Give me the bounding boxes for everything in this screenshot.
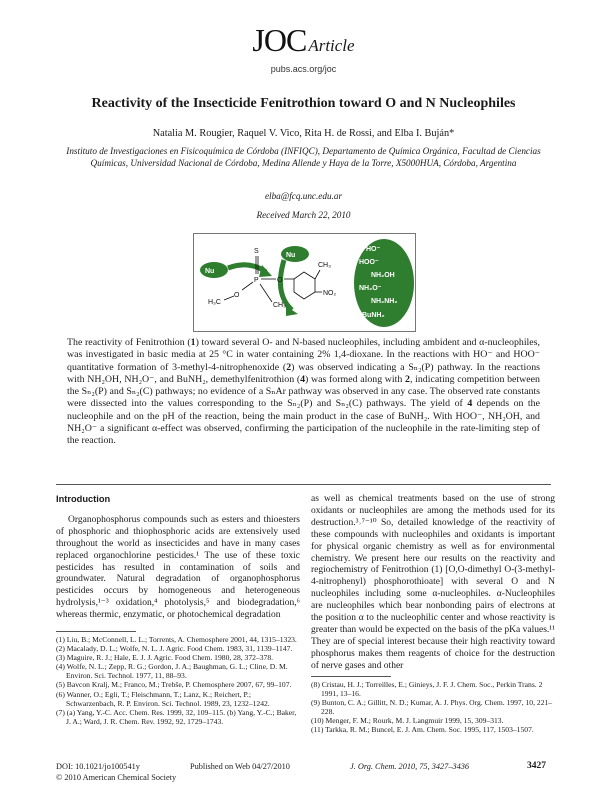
footer-doi-block <box>56 762 176 783</box>
body-right-column <box>311 494 555 673</box>
methoxy-h3c: H₃C <box>208 299 221 306</box>
reference-item: (9) Bunton, C. A.; Gillitt, N. D.; Kumar, A. J. Phys. Org. Chem. 1997, 10, 221–228. <box>311 698 553 717</box>
nitro-group: NO₂ <box>323 290 337 297</box>
compound-ref: 4 <box>300 373 306 385</box>
abstract: The reactivity of Fenitrothion (1) toward several O- and N-based nucleophiles, including ambident and α-nucleophiles, was investigated in basic media at 25 °C in water containing 2% 1,4-dioxane. In the reactions with HO⁻ and HOO⁻ quantitative formation of 3-methyl-4-nitrophenoxide (2) was observed indicating a Sₙ₂(P) pathway. In the reactions with NH₂OH, NH₂O⁻, and BuNH₂, demethylfenitrothion (4) was formed along with 2, indicating competition between the Sₙ₂(P) and Sₙ₂(C) pathways; no evidence of a SₙAr pathway was observed in any case. The observed rate constants were dissected into the values corresponding to the Sₙ₂(P) and Sₙ₂(C) pathways. The yield of 4 depends on the nucleophile and on the pH of the reaction, being the main product in the case of BuNH₂. With HOO⁻, NH₂OH, and NH₂O⁻ a significant α-effect was observed, confirming the participation of the nucleophile in the rate-limiting step of the reaction. <box>67 337 540 446</box>
author-list: Natalia M. Rougier, Raquel V. Vico, Rita H. de Rossi, and Elba I. Buján* <box>152 128 455 139</box>
journal-url[interactable]: pubs.acs.org/joc <box>270 64 337 74</box>
received-date: Received March 22, 2010 <box>256 210 351 220</box>
nucleophile-ho: HO⁻ <box>366 246 381 253</box>
nu-bubble-left <box>200 262 228 278</box>
compound-ref: 2 <box>286 361 292 373</box>
footnote-references-left <box>56 631 300 726</box>
footnote-references-right <box>311 676 555 735</box>
published-date: Published on Web 04/27/2010 <box>190 762 290 771</box>
atom-o-aryl: O <box>277 277 283 284</box>
ring-ch3: CH₃ <box>318 262 331 269</box>
body-paragraph: as well as chemical treatments based on the use of strong oxidants or nucleophiles are among the methods used for its destruction.³˒⁷⁻¹⁰ So, detailed knowledge of the reactivity of these compounds with nucleophiles and oxidants is important for physical organic chemistry as well as for environmental chemistry. We present here our results on the reactivity and regiochemistry of Fenitrothion (1) [O,O-dimethyl O-(3-methyl-4-nitrophenyl) phosphorothioate] with several O and N nucleophiles including some α-nucleophiles. α-Nucleophiles are nucleophiles which bear nonbonding pairs of electrons at the position α to the nucleophilic center and whose reactivity is greater than would be expected on the basis of the pKa values.¹¹ They are of special interest because their high reactivity toward phosphorus makes them reagents of choice for the destruction of nerve gases and other <box>311 494 555 671</box>
atom-p: P <box>254 277 259 284</box>
reference-item: (11) Tarkka, R. M.; Buncel, E. J. Am. Chem. Soc. 1995, 117, 1503–1507. <box>311 725 534 735</box>
body-paragraph: Organophosphorus compounds such as esters and thioesters of phosphoric and thiophosphoric acids are extensively used throughout the world as insecticides and have in many cases replaced organochlorine pesticides.¹ The use of these toxic pesticides has resulted in contamination of soils and groundwater. Natural degradation of organophosphorus pesticides occurs by homogeneous and heterogeneous hydrolysis,¹⁻³ oxidation,⁴ photolysis,⁵ and biodegradation,⁶ whereas thermic, enzymatic, or photochemical degradation <box>56 514 300 621</box>
toc-graphic-svg <box>194 234 415 331</box>
atom-o-methoxy: O <box>234 292 240 299</box>
reference-item: (7) (a) Yang, Y.-C. Acc. Chem. Res. 1999, 32, 109–115. (b) Yang, Y.-C.; Baker, J. A.; Ward, J. R. Chem. Rev. 1992, 92, 1729–1743. <box>56 707 297 726</box>
section-heading-introduction: Introduction <box>56 494 111 504</box>
affiliation: Instituto de Investigaciones en Fisicoquímica de Córdoba (INFIQC), Departamento de Química Orgánica, Facultad de Ciencias Químicas, Universidad Nacional de Córdoba, Medina Allende y Haya de la Torre, X5000HUA, Córdoba, Argentina <box>66 146 541 168</box>
contact-email[interactable]: elba@fcq.unc.edu.ar <box>264 191 343 201</box>
nucleophile-nh2oh: NH₂OH <box>371 272 395 279</box>
atom-s: S <box>254 248 259 255</box>
footnote-divider <box>56 631 136 632</box>
nu-bubble-mid <box>281 246 309 262</box>
journal-logo-text: JOC <box>252 22 307 58</box>
compound-ref: 4 <box>467 398 473 410</box>
nucleophile-list <box>354 239 414 327</box>
reference-item: (4) Wolfe, N. L.; Zepp, R. G.; Gordon, J. A.; Baughman, G. L.; Cline, D. M. Environ. Sci. Technol. 1977, 11, 88–93. <box>56 662 288 681</box>
reference-item: (5) Bavcon Kralj, M.; Franco, M.; Trebše, P. Chemosphere 2007, 67, 99–107. <box>56 680 292 690</box>
fenitrothion-structure <box>208 248 337 309</box>
copyright: © 2010 American Chemical Society <box>56 772 177 782</box>
compound-ref: 1 <box>190 337 196 348</box>
reference-item: (10) Menger, F. M.; Rourk, M. J. Langmuir 1999, 15, 309–313. <box>311 716 504 726</box>
doi[interactable]: DOI: 10.1021/jo100541y <box>56 762 140 771</box>
methoxy-ch3: CH₃ <box>273 302 286 309</box>
toc-graphic <box>193 233 416 332</box>
reference-item: (1) Liu, B.; McConnell, L. L.; Torrents, A. Chemosphere 2001, 44, 1315–1323. <box>56 635 297 644</box>
article-label: Article <box>308 36 355 55</box>
reference-item: (6) Wanner, O.; Egli, T.; Fleischmann, T.; Lanz, K.; Reichert, P.; Schwarzenbach, R. P. Environ. Sci. Technol. 1989, 23, 1232–1242. <box>56 689 270 708</box>
reference-item: (2) Macalady, D. L.; Wolfe, N. L. J. Agric. Food Chem. 1983, 31, 1139–1147. <box>56 644 293 654</box>
nu-label-mid: Nu <box>286 252 296 259</box>
footnote-divider <box>311 676 391 677</box>
journal-citation: J. Org. Chem. 2010, 75, 3427–3436 <box>350 762 470 771</box>
page-number: 3427 <box>527 761 546 771</box>
page-title: Reactivity of the Insecticide Fenitrothion toward O and N Nucleophiles <box>91 96 516 111</box>
nucleophile-hoo: HOO⁻ <box>359 259 379 266</box>
nucleophile-bunh2: BuNH₂ <box>362 312 385 319</box>
abstract-divider <box>56 484 551 485</box>
reference-item: (8) Cristau, H. J.; Torreilles, E.; Ginieys, J. F. J. Chem. Soc., Perkin Trans. 2 1991, 13–16. <box>311 680 543 699</box>
compound-ref: 2 <box>405 373 410 385</box>
reference-item: (3) Maguire, R. J.; Hale, E. J. J. Agric. Food Chem. 1980, 28, 372–378. <box>56 653 274 663</box>
body-left-column <box>56 494 300 622</box>
nu-label-left: Nu <box>205 268 215 275</box>
nucleophile-nh2o: NH₂O⁻ <box>359 285 382 292</box>
nucleophile-nh2nh2: NH₂NH₂ <box>371 298 398 305</box>
journal-logo <box>0 22 607 59</box>
